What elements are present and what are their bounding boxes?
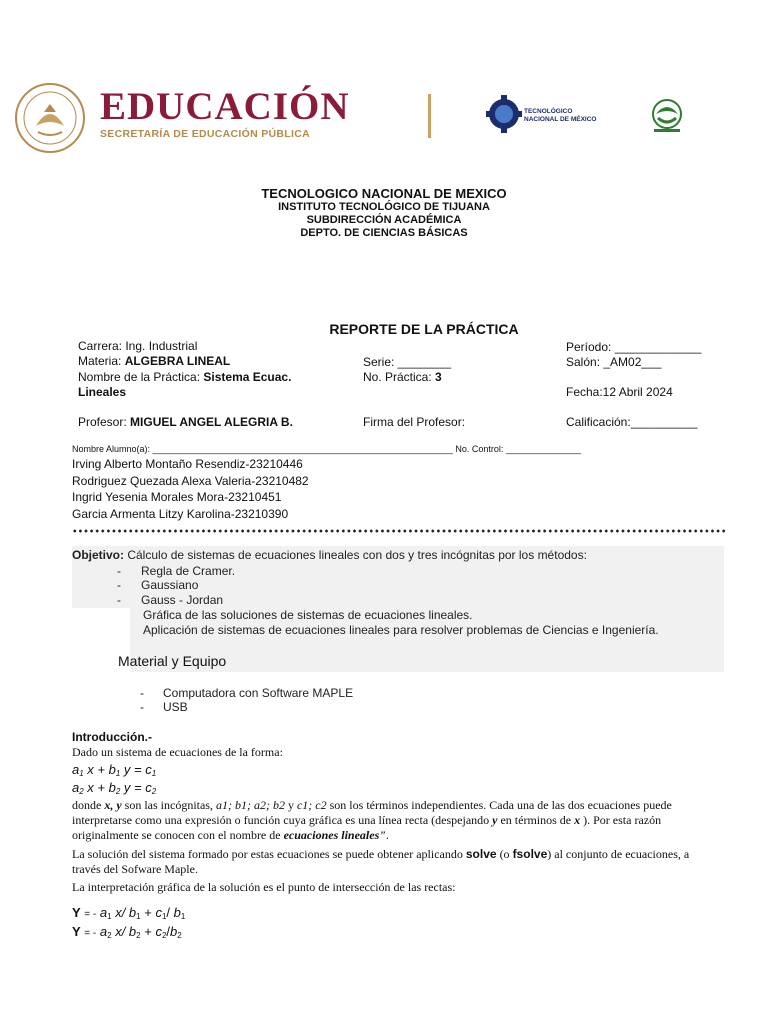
intro-paragraph-3: La solución del sistema formado por estas ecuaciones se puede obtener aplicando solve (o fsolve) al conjunto de ecuaciones, a través del Sofware Maple.: [72, 847, 690, 876]
serie-field: Serie: ________: [363, 355, 452, 369]
intro-paragraph-2: donde x, y son las incógnitas, a1; b1; a2; b2 y c1; c2 son los términos independientes. Cada una de las dos ecuaciones puede interpretarse como una expresión o función cuya gráfica es una línea recta (despejando y en términos de x ). Por esta razón originalmente se conocen con el nombre de ecuaciones lineales".: [72, 798, 672, 842]
carrera-field: Carrera: Ing. Industrial: [78, 339, 198, 353]
objetivo-extra-2: Aplicación de sistemas de ecuaciones lineales para resolver problemas de Ciencias e Ingeniería.: [143, 623, 659, 637]
tecnm-gear-icon: [486, 94, 522, 134]
ittj-logo-icon: [646, 96, 688, 134]
method-label: Regla de Cramer.: [141, 564, 236, 578]
material-title: Material y Equipo: [118, 653, 227, 669]
no-practica-field: [363, 370, 442, 384]
mexico-seal-icon: [14, 82, 86, 154]
method-label: Gaussiano: [141, 578, 199, 592]
student-header: Nombre Alumno(a): ____________________________________________________________ No. Control: _______________: [72, 444, 581, 454]
tecnm-line2: NACIONAL DE MÉXICO: [524, 116, 597, 123]
department-name: DEPTO. DE CIENCIAS BÁSICAS: [300, 227, 468, 239]
materia-label: Materia:: [78, 354, 125, 368]
educacion-brand: EDUCACIÓN: [100, 85, 350, 128]
material-label: USB: [163, 700, 188, 714]
salon-field: [566, 355, 661, 369]
no-practica-value: 3: [435, 370, 442, 384]
practica-value-cont: Lineales: [78, 385, 127, 399]
firma-field: Firma del Profesor:: [363, 415, 466, 429]
materia-field: [78, 354, 230, 368]
student-item: Ingrid Yesenia Morales Mora-23210451: [72, 490, 282, 504]
method-item: [117, 593, 223, 607]
report-title: REPORTE DE LA PRÁCTICA: [329, 321, 519, 337]
salon-label: Salón: [566, 355, 597, 369]
calificacion-field: Calificación:__________: [566, 415, 698, 429]
material-item: [140, 686, 353, 700]
practica-value: Sistema Ecuac.: [203, 370, 292, 384]
line-equation-1: Y = - $a_1$ x/ $b_1 + c_1/$ $b_1$: [72, 905, 186, 921]
line-equation-2: Y = - $a_2$ x/ $b_2 + c_2/b_2$: [72, 924, 182, 940]
objetivo-line: [72, 548, 587, 562]
dotted-divider: [72, 528, 726, 534]
salon-value: : _AM02___: [596, 355, 662, 369]
student-item: Garcia Armenta Litzy Karolina-23210390: [72, 506, 289, 521]
student-item: Rodriguez Quezada Alexa Valeria-23210482: [72, 473, 309, 488]
equation-1: $a_1$ $x + b_1$ $y = c_1$: [72, 762, 157, 778]
objetivo-text: Cálculo de sistemas de ecuaciones lineales con dos y tres incógnitas por los métodos:: [127, 548, 587, 562]
practica-field: [78, 370, 291, 384]
institute-name: INSTITUTO TECNOLÓGICO DE TIJUANA: [278, 201, 490, 213]
intro-paragraph-4: La interpretación gráfica de la solución es el punto de intersección de las rectas:: [72, 880, 456, 894]
bullet-dash: -: [117, 564, 121, 578]
materia-value: ALGEBRA LINEAL: [124, 354, 231, 368]
header-divider: [428, 94, 431, 138]
subdirection-name: SUBDIRECCIÓN ACADÉMICA: [306, 214, 462, 226]
profesor-field: [78, 415, 293, 429]
bullet-dash: -: [117, 593, 121, 607]
periodo-field: Período: _____________: [566, 340, 702, 354]
intro-paragraph-1: Dado un sistema de ecuaciones de la forma:: [72, 745, 283, 759]
profesor-label: Profesor:: [78, 415, 131, 429]
equation-2: $a_2$ $x + b_2$ $y = c_2$: [72, 780, 157, 796]
practica-label: Nombre de la Práctica:: [78, 370, 204, 384]
material-item: [140, 700, 188, 714]
intro-title: Introducción.-: [72, 730, 152, 744]
method-item: [117, 564, 235, 578]
student-list: [72, 456, 309, 522]
no-practica-label: No. Práctica:: [363, 370, 436, 384]
bullet-dash: -: [140, 686, 144, 700]
institution-name: TECNOLOGICO NACIONAL DE MEXICO: [261, 186, 507, 201]
profesor-value: MIGUEL ANGEL ALEGRIA B.: [130, 415, 293, 429]
bullet-dash: -: [117, 578, 121, 592]
objetivo-extra-1: Gráfica de las soluciones de sistemas de ecuaciones lineales.: [143, 608, 473, 622]
student-item: Irving Alberto Montaño Resendiz-23210446: [72, 457, 303, 471]
bullet-dash: -: [140, 700, 144, 714]
tecnm-label: [524, 108, 596, 124]
secretaria-label: SECRETARÍA DE EDUCACIÓN PÚBLICA: [100, 128, 310, 140]
tecnm-line1: TECNOLÓGICO: [524, 108, 573, 115]
method-label: Gauss - Jordan: [141, 593, 224, 607]
material-label: Computadora con Software MAPLE: [163, 686, 354, 700]
method-item: [117, 578, 198, 592]
fecha-field: Fecha:12 Abril 2024: [566, 385, 673, 399]
objetivo-label: Objetivo:: [72, 548, 128, 562]
